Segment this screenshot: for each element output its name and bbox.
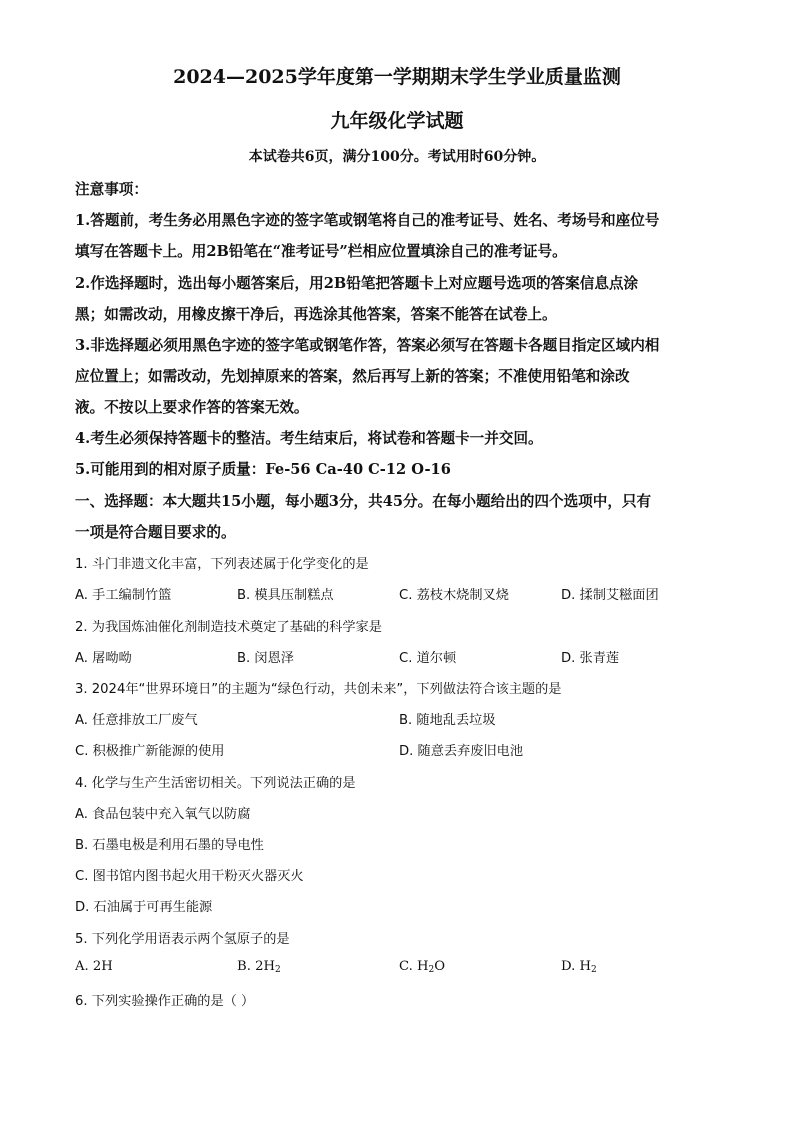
notice-line: 填写在答题卡上。用2B铅笔在“准考证号”栏相应位置填涂自己的准考证号。 (75, 243, 567, 260)
question-1-option-c: C. 荔枝木烧制叉烧 (399, 588, 509, 603)
section-heading: 一、选择题：本大题共15小题，每小题3分，共45分。在每小题给出的四个选项中，只有 (75, 493, 652, 510)
subscript: 2 (428, 965, 435, 975)
question-2-option-c: C. 道尔顿 (399, 651, 457, 666)
question-5-option-d (561, 959, 597, 974)
notice-line: 黑；如需改动，用橡皮擦干净后，再选涂其他答案，答案不能答在试卷上。 (75, 306, 557, 323)
question-6-stem: 6. 下列实验操作正确的是（ ） (75, 994, 255, 1009)
question-3-option-c: C. 积极推广新能源的使用 (75, 744, 225, 759)
notice-line: 液。不按以上要求作答的答案无效。 (75, 399, 309, 416)
question-4-option-b: B. 石墨电极是利用石墨的导电性 (75, 838, 264, 853)
notice-line: 4.考生必须保持答题卡的整洁。考生结束后，将试卷和答题卡一并交回。 (75, 430, 543, 447)
option-text: B. 2H (237, 959, 275, 974)
subscript: 2 (591, 965, 597, 975)
notice-line: 3.非选择题必须用黑色字迹的签字笔或钢笔作答，答案必须写在答题卡各题目指定区域内相 (75, 337, 660, 354)
question-1-option-a: A. 手工编制竹篮 (75, 588, 172, 603)
question-4-option-a: A. 食品包装中充入氧气以防腐 (75, 807, 251, 822)
question-1-option-d: D. 揉制艾糍面团 (561, 588, 659, 603)
question-3-option-a: A. 任意排放工厂废气 (75, 713, 198, 728)
section-heading-cont: 一项是符合题目要求的。 (75, 524, 236, 541)
option-text: C. H (399, 959, 429, 974)
question-2-option-d: D. 张青莲 (561, 651, 620, 666)
question-5-stem: 5. 下列化学用语表示两个氢原子的是 (75, 932, 290, 947)
question-2-option-b: B. 闵恩泽 (237, 651, 294, 666)
option-text: D. H (561, 959, 591, 974)
question-5-option-c (399, 959, 445, 974)
question-1-option-b: B. 模具压制糕点 (237, 588, 334, 603)
question-1-stem: 1. 斗门非遗文化丰富，下列表述属于化学变化的是 (75, 557, 369, 572)
question-3-option-d: D. 随意丢弃废旧电池 (399, 744, 524, 759)
notice-heading: 注意事项： (75, 181, 148, 198)
question-5-option-b (237, 959, 281, 974)
notice-line: 5.可能用到的相对原子质量：Fe-56 Ca-40 C-12 O-16 (75, 461, 451, 478)
question-3-stem: 3. 2024年“世界环境日”的主题为“绿色行动，共创未来”，下列做法符合该主题的是 (75, 682, 562, 697)
question-2-stem: 2. 为我国炼油催化剂制造技术奠定了基础的科学家是 (75, 620, 382, 635)
question-4-option-d: D. 石油属于可再生能源 (75, 900, 213, 915)
subscript: 2 (274, 965, 281, 975)
exam-title: 2024—2025学年度第一学期期末学生学业质量监测 (173, 66, 621, 88)
question-4-stem: 4. 化学与生产生活密切相关。下列说法正确的是 (75, 776, 356, 791)
notice-line: 2.作选择题时，选出每小题答案后，用2B铅笔把答题卡上对应题号选项的答案信息点涂 (75, 275, 639, 292)
exam-info: 本试卷共6页，满分100分。考试用时60分钟。 (248, 149, 546, 165)
question-3-option-b: B. 随地乱丢垃圾 (399, 713, 496, 728)
question-5-option-a: A. 2H (75, 959, 113, 974)
question-4-option-c: C. 图书馆内图书起火用干粉灭火器灭火 (75, 869, 304, 884)
option-text: O (434, 959, 446, 974)
notice-line: 1.答题前，考生务必用黑色字迹的签字笔或钢笔将自己的准考证号、姓名、考场号和座位号 (75, 212, 660, 229)
question-2-option-a: A. 屠呦呦 (75, 651, 132, 666)
notice-line: 应位置上；如需改动，先划掉原来的答案，然后再写上新的答案；不准使用铅笔和涂改 (75, 368, 630, 385)
exam-subject: 九年级化学试题 (330, 110, 464, 132)
